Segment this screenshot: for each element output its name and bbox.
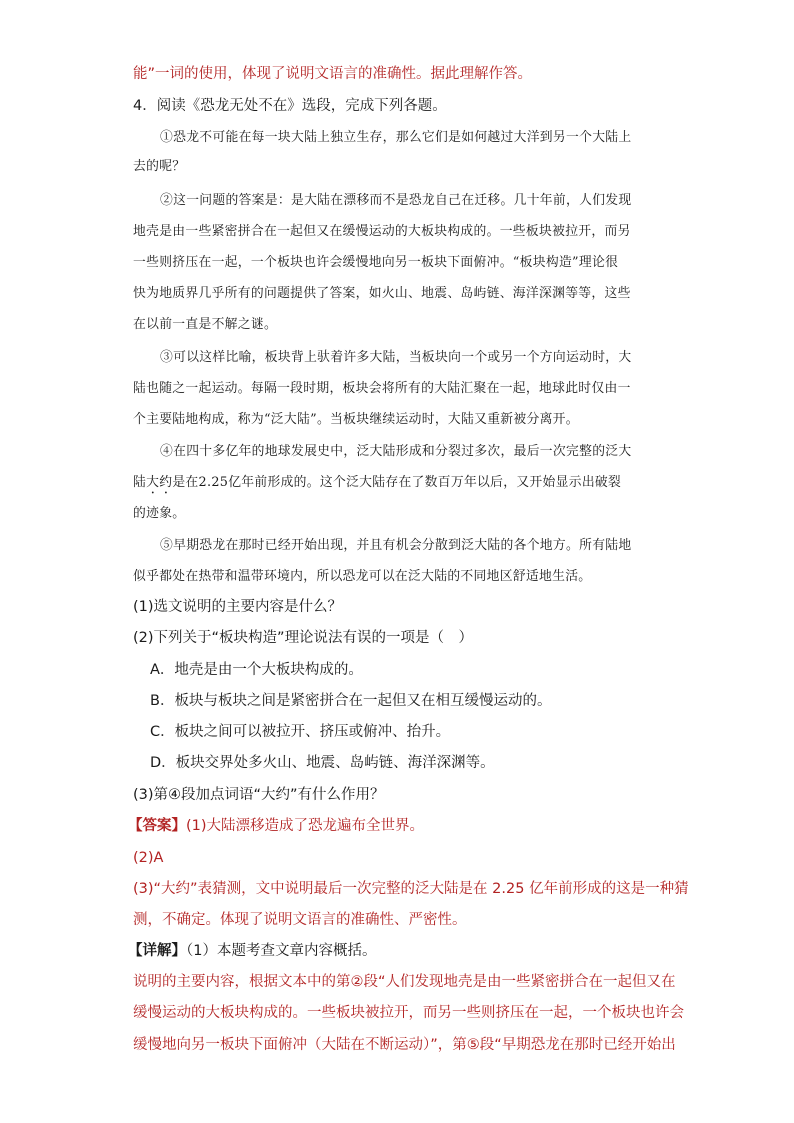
prev-answer-tail: 能”一词的使用，体现了说明文语言的准确性。据此理解作答。 xyxy=(133,66,533,82)
passage-p2-line1: ②这一问题的答案是：是大陆在漂移而不是恐龙自己在迁移。几十年前，人们发现 xyxy=(160,193,632,208)
passage-p2-line4: 快为地质界几乎所有的问题提供了答案，如火山、地震、岛屿链、海洋深渊等等，这些 xyxy=(133,286,631,301)
option-b: B．板块与板块之间是紧密拼合在一起但又在相互缓慢运动的。 xyxy=(150,693,552,709)
answer-line-4: 测，不确定。体现了说明文语言的准确性、严密性。 xyxy=(133,912,467,928)
answer-line-1: 【答案】(1)大陆漂移造成了恐龙遍布全世界。 xyxy=(128,818,425,834)
passage-p2-line3: 一些则挤压在一起，一个板块也许会缓慢地向另一板块下面俯冲。“板块构造”理论很 xyxy=(133,255,619,270)
option-d: D．板块交界处多火山、地震、岛屿链、海洋深渊等。 xyxy=(150,755,495,771)
detail-line-2: 说明的主要内容，根据文本中的第②段“人们发现地壳是由一些紧密拼合在一起但又在 xyxy=(133,974,676,990)
passage-p4-line2: 陆大约是在2.25亿年前形成的。这个泛大陆存在了数百万年以后，又开始显示出破裂 xyxy=(133,475,622,490)
option-a: A．地壳是由一个大板块构成的。 xyxy=(150,662,363,678)
passage-p3-line1: ③可以这样比喻，板块背上驮着许多大陆，当板块向一个或另一个方向运动时，大 xyxy=(160,350,632,365)
passage-p3-line2: 陆也随之一起运动。每隔一段时期，板块会将所有的大陆汇聚在一起，地球此时仅由一 xyxy=(133,381,631,396)
detail-label: 【详解】 xyxy=(128,943,186,959)
passage-p5-line1: ⑤早期恐龙在那时已经开始出现，并且有机会分散到泛大陆的各个地方。所有陆地 xyxy=(160,538,632,553)
question-1: (1)选文说明的主要内容是什么？ xyxy=(133,599,343,615)
answer-line-2: (2)A xyxy=(133,850,164,866)
passage-p1-line1: ①恐龙不可能在每一块大陆上独立生存，那么它们是如何越过大洋到另一个大陆上 xyxy=(160,130,632,145)
passage-p2-line5: 在以前一直是不解之谜。 xyxy=(133,317,278,332)
question-4-title: 4．阅读《恐龙无处不在》选段，完成下列各题。 xyxy=(133,98,447,114)
dotted-word-dayue: 大约 xyxy=(146,475,173,490)
passage-p1-line2: 去的呢？ xyxy=(133,159,186,174)
passage-p5-line2: 似乎都处在热带和温带环境内，所以恐龙可以在泛大陆的不同地区舒适地生活。 xyxy=(133,569,592,584)
passage-p4-line3: 的迹象。 xyxy=(133,506,186,521)
passage-p4-line1: ④在四十多亿年的地球发展史中，泛大陆形成和分裂过多次，最后一次完整的泛大 xyxy=(160,444,632,459)
question-3: (3)第④段加点词语“大约”有什么作用？ xyxy=(133,787,385,803)
passage-p3-line3: 个主要陆地构成，称为“泛大陆”。当板块继续运动时，大陆又重新被分离开。 xyxy=(133,412,579,427)
passage-p2-line2: 地壳是由一些紧密拼合在一起但又在缓慢运动的大板块构成的。一些板块被拉开，而另 xyxy=(133,224,631,239)
answer-line-3: (3)“大约”表猜测，文中说明最后一次完整的泛大陆是在 2.25 亿年前形成的这是一种猜 xyxy=(133,881,689,897)
detail-line-4: 缓慢地向另一板块下面俯冲（大陆在不断运动）”，第⑤段“早期恐龙在那时已经开始出 xyxy=(133,1037,676,1053)
option-c: C．板块之间可以被拉开、挤压或俯冲、抬升。 xyxy=(150,724,451,740)
answer-label: 【答案】 xyxy=(128,818,186,834)
detail-line-1: 【详解】（1）本题考查文章内容概括。 xyxy=(128,943,377,959)
detail-line-3: 缓慢运动的大板块构成的。一些板块被拉开，而另一些则挤压在一起，一个板块也许会 xyxy=(133,1005,684,1021)
question-2: (2)下列关于“板块构造”理论说法有误的一项是（ ） xyxy=(133,630,474,646)
